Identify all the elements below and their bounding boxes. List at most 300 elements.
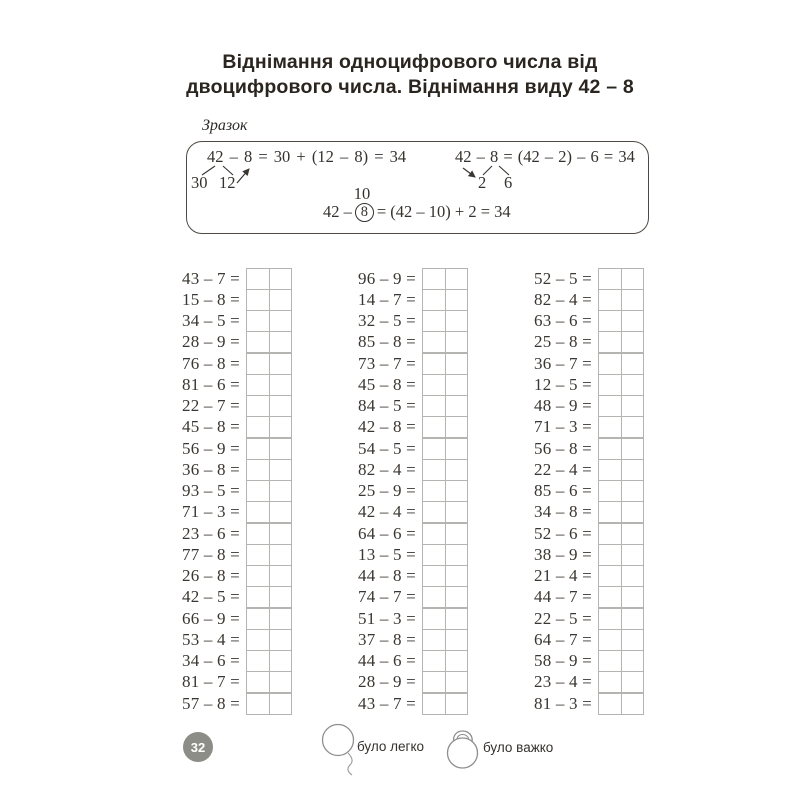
answer-box[interactable] xyxy=(598,374,644,396)
answer-box[interactable] xyxy=(422,565,468,587)
answer-cell-tens[interactable] xyxy=(423,694,446,714)
problem-expression: 32 – 5 = xyxy=(358,311,416,331)
answer-cell-tens[interactable] xyxy=(599,672,622,692)
answer-box[interactable] xyxy=(422,395,468,417)
answer-box[interactable] xyxy=(422,501,468,523)
answer-cell-ones[interactable] xyxy=(270,354,292,374)
answer-box[interactable] xyxy=(246,268,292,290)
answer-box[interactable] xyxy=(598,438,644,460)
problem-row xyxy=(358,566,518,587)
answer-cell-tens[interactable] xyxy=(599,651,622,671)
answer-box[interactable] xyxy=(422,480,468,502)
problem-expression: 53 – 4 = xyxy=(182,629,240,649)
answer-cell-tens[interactable] xyxy=(247,545,270,565)
problem-expression: 81 – 6 = xyxy=(182,374,240,394)
problem-row xyxy=(534,566,694,587)
answer-box[interactable] xyxy=(422,544,468,566)
problem-row xyxy=(534,332,694,353)
answer-box[interactable] xyxy=(598,480,644,502)
problem-row xyxy=(182,629,342,650)
answer-cell-ones[interactable] xyxy=(622,545,644,565)
answer-box[interactable] xyxy=(246,544,292,566)
answer-box[interactable] xyxy=(422,523,468,545)
answer-box[interactable] xyxy=(246,501,292,523)
answer-cell-tens[interactable] xyxy=(247,290,270,310)
answer-cell-tens[interactable] xyxy=(247,651,270,671)
answer-box[interactable] xyxy=(598,331,644,353)
problem-row xyxy=(534,672,694,693)
answer-box[interactable] xyxy=(598,353,644,375)
hard-label[interactable]: було важко xyxy=(483,740,554,755)
answer-cell-ones[interactable] xyxy=(446,481,468,501)
problem-expression: 93 – 5 = xyxy=(182,481,240,501)
problem-expression: 36 – 8 = xyxy=(182,459,240,479)
answer-box[interactable] xyxy=(598,544,644,566)
answer-cell-ones[interactable] xyxy=(622,651,644,671)
problem-expression: 71 – 3 = xyxy=(182,502,240,522)
problem-expression: 76 – 8 = xyxy=(182,353,240,373)
answer-box[interactable] xyxy=(246,353,292,375)
answer-cell-tens[interactable] xyxy=(423,651,446,671)
answer-cell-tens[interactable] xyxy=(247,396,270,416)
answer-cell-tens[interactable] xyxy=(599,694,622,714)
problem-expression: 43 – 7 = xyxy=(182,268,240,288)
answer-cell-ones[interactable] xyxy=(622,332,644,352)
answer-cell-tens[interactable] xyxy=(247,609,270,629)
problem-expression: 54 – 5 = xyxy=(358,438,416,458)
answer-cell-tens[interactable] xyxy=(599,460,622,480)
answer-cell-tens[interactable] xyxy=(423,354,446,374)
answer-cell-tens[interactable] xyxy=(247,439,270,459)
answer-box[interactable] xyxy=(246,416,292,438)
problem-row xyxy=(534,693,694,714)
problem-expression: 73 – 7 = xyxy=(358,353,416,373)
answer-cell-tens[interactable] xyxy=(599,587,622,607)
answer-box[interactable] xyxy=(598,650,644,672)
answer-box[interactable] xyxy=(598,501,644,523)
answer-cell-tens[interactable] xyxy=(247,354,270,374)
problem-expression: 43 – 7 = xyxy=(358,693,416,713)
problem-row xyxy=(534,353,694,374)
answer-box[interactable] xyxy=(246,608,292,630)
problem-row xyxy=(534,587,694,608)
answer-cell-ones[interactable] xyxy=(446,290,468,310)
answer-cell-ones[interactable] xyxy=(622,354,644,374)
answer-cell-tens[interactable] xyxy=(423,566,446,586)
answer-cell-ones[interactable] xyxy=(622,269,644,289)
problem-row xyxy=(358,289,518,310)
answer-box[interactable] xyxy=(598,459,644,481)
answer-cell-ones[interactable] xyxy=(446,354,468,374)
answer-cell-ones[interactable] xyxy=(446,269,468,289)
answer-cell-tens[interactable] xyxy=(599,311,622,331)
answer-box[interactable] xyxy=(246,629,292,651)
problem-row xyxy=(534,268,694,289)
answer-cell-ones[interactable] xyxy=(446,587,468,607)
problem-row xyxy=(358,481,518,502)
answer-cell-tens[interactable] xyxy=(423,332,446,352)
problem-row xyxy=(534,438,694,459)
answer-cell-tens[interactable] xyxy=(423,524,446,544)
problem-expression: 21 – 4 = xyxy=(534,566,592,586)
answer-cell-ones[interactable] xyxy=(270,417,292,437)
problem-expression: 44 – 6 = xyxy=(358,651,416,671)
answer-box[interactable] xyxy=(246,650,292,672)
kettlebell-icon[interactable] xyxy=(443,722,483,772)
answer-cell-ones[interactable] xyxy=(446,630,468,650)
answer-box[interactable] xyxy=(598,523,644,545)
answer-cell-ones[interactable] xyxy=(622,566,644,586)
problem-row xyxy=(534,502,694,523)
answer-cell-ones[interactable] xyxy=(622,417,644,437)
answer-cell-ones[interactable] xyxy=(270,587,292,607)
answer-cell-tens[interactable] xyxy=(599,566,622,586)
answer-box[interactable] xyxy=(598,395,644,417)
problem-expression: 44 – 8 = xyxy=(358,566,416,586)
problem-expression: 48 – 9 = xyxy=(534,396,592,416)
problem-row xyxy=(534,523,694,544)
answer-cell-ones[interactable] xyxy=(446,396,468,416)
problem-row xyxy=(358,651,518,672)
answer-cell-tens[interactable] xyxy=(247,460,270,480)
problem-row xyxy=(182,374,342,395)
problem-expression: 81 – 3 = xyxy=(534,693,592,713)
problems-column-3 xyxy=(534,268,694,714)
answer-box[interactable] xyxy=(598,268,644,290)
page-title xyxy=(80,50,740,99)
easy-label[interactable]: було легко xyxy=(357,739,425,754)
answer-cell-tens[interactable] xyxy=(423,545,446,565)
problem-row xyxy=(182,608,342,629)
problem-expression: 28 – 9 = xyxy=(182,332,240,352)
problem-expression: 25 – 8 = xyxy=(534,332,592,352)
answer-box[interactable] xyxy=(422,693,468,715)
example-left-part-ones: 12 xyxy=(219,173,236,192)
answer-cell-ones[interactable] xyxy=(446,439,468,459)
problem-expression: 15 – 8 = xyxy=(182,289,240,309)
answer-box[interactable] xyxy=(246,374,292,396)
answer-cell-tens[interactable] xyxy=(599,354,622,374)
answer-box[interactable] xyxy=(246,565,292,587)
problem-expression: 22 – 5 = xyxy=(534,608,592,628)
answer-cell-ones[interactable] xyxy=(270,502,292,522)
answer-box[interactable] xyxy=(598,693,644,715)
answer-cell-tens[interactable] xyxy=(423,672,446,692)
problem-row xyxy=(182,332,342,353)
problem-expression: 84 – 5 = xyxy=(358,396,416,416)
answer-cell-ones[interactable] xyxy=(622,587,644,607)
answer-cell-tens[interactable] xyxy=(423,609,446,629)
problem-expression: 85 – 8 = xyxy=(358,332,416,352)
answer-cell-ones[interactable] xyxy=(270,269,292,289)
answer-box[interactable] xyxy=(422,331,468,353)
problem-row xyxy=(358,587,518,608)
answer-box[interactable] xyxy=(422,416,468,438)
answer-cell-ones[interactable] xyxy=(270,481,292,501)
answer-box[interactable] xyxy=(422,586,468,608)
answer-cell-tens[interactable] xyxy=(423,460,446,480)
problem-expression: 63 – 6 = xyxy=(534,311,592,331)
answer-cell-tens[interactable] xyxy=(599,269,622,289)
answer-box[interactable] xyxy=(246,671,292,693)
answer-cell-tens[interactable] xyxy=(247,502,270,522)
page-title-line1: Віднімання одноцифрового числа від xyxy=(222,51,598,73)
answer-cell-tens[interactable] xyxy=(423,290,446,310)
answer-box[interactable] xyxy=(246,331,292,353)
answer-cell-tens[interactable] xyxy=(423,439,446,459)
answer-cell-tens[interactable] xyxy=(423,417,446,437)
problem-expression: 28 – 9 = xyxy=(358,672,416,692)
problem-row xyxy=(182,289,342,310)
answer-cell-tens[interactable] xyxy=(599,396,622,416)
answer-cell-tens[interactable] xyxy=(423,630,446,650)
answer-box[interactable] xyxy=(246,693,292,715)
problem-row xyxy=(534,651,694,672)
problem-row xyxy=(358,672,518,693)
answer-box[interactable] xyxy=(598,565,644,587)
answer-box[interactable] xyxy=(246,480,292,502)
answer-cell-tens[interactable] xyxy=(423,375,446,395)
answer-cell-tens[interactable] xyxy=(599,630,622,650)
answer-box[interactable] xyxy=(598,586,644,608)
problem-row xyxy=(182,459,342,480)
problem-expression: 52 – 6 = xyxy=(534,523,592,543)
problem-expression: 64 – 6 = xyxy=(358,523,416,543)
answer-cell-ones[interactable] xyxy=(270,375,292,395)
answer-box[interactable] xyxy=(422,671,468,693)
answer-cell-tens[interactable] xyxy=(247,269,270,289)
answer-cell-tens[interactable] xyxy=(423,269,446,289)
answer-box[interactable] xyxy=(422,268,468,290)
answer-box[interactable] xyxy=(598,608,644,630)
answer-cell-tens[interactable] xyxy=(247,311,270,331)
answer-cell-ones[interactable] xyxy=(446,694,468,714)
problem-expression: 42 – 8 = xyxy=(358,417,416,437)
answer-cell-ones[interactable] xyxy=(446,460,468,480)
problem-expression: 96 – 9 = xyxy=(358,268,416,288)
answer-cell-ones[interactable] xyxy=(622,290,644,310)
problem-row xyxy=(182,481,342,502)
problems-column-1 xyxy=(182,268,342,714)
problem-row xyxy=(358,332,518,353)
answer-cell-tens[interactable] xyxy=(423,481,446,501)
answer-box[interactable] xyxy=(422,438,468,460)
answer-box[interactable] xyxy=(246,289,292,311)
problem-expression: 44 – 7 = xyxy=(534,587,592,607)
problem-row xyxy=(534,311,694,332)
problem-expression: 57 – 8 = xyxy=(182,693,240,713)
problem-expression: 82 – 4 = xyxy=(358,459,416,479)
problem-row xyxy=(182,311,342,332)
problem-row xyxy=(358,629,518,650)
answer-cell-ones[interactable] xyxy=(446,524,468,544)
answer-cell-tens[interactable] xyxy=(599,439,622,459)
answer-cell-ones[interactable] xyxy=(622,439,644,459)
answer-box[interactable] xyxy=(598,671,644,693)
answer-cell-ones[interactable] xyxy=(270,332,292,352)
answer-cell-tens[interactable] xyxy=(247,587,270,607)
problem-row xyxy=(534,629,694,650)
answer-cell-ones[interactable] xyxy=(270,672,292,692)
answer-cell-ones[interactable] xyxy=(622,672,644,692)
answer-box[interactable] xyxy=(246,523,292,545)
answer-cell-ones[interactable] xyxy=(446,651,468,671)
answer-cell-ones[interactable] xyxy=(270,651,292,671)
problem-row xyxy=(534,608,694,629)
answer-box[interactable] xyxy=(598,310,644,332)
problem-expression: 56 – 9 = xyxy=(182,438,240,458)
answer-cell-ones[interactable] xyxy=(270,566,292,586)
problem-expression: 71 – 3 = xyxy=(534,417,592,437)
problem-row xyxy=(534,417,694,438)
example-right-expression: 42 – 8 = (42 – 2) – 6 = 34 xyxy=(455,147,635,166)
answer-cell-tens[interactable] xyxy=(247,375,270,395)
answer-cell-tens[interactable] xyxy=(599,609,622,629)
problem-row xyxy=(358,268,518,289)
problem-row xyxy=(358,502,518,523)
problem-row xyxy=(358,544,518,565)
answer-cell-ones[interactable] xyxy=(270,545,292,565)
problem-row xyxy=(182,587,342,608)
answer-cell-ones[interactable] xyxy=(270,694,292,714)
answer-box[interactable] xyxy=(246,459,292,481)
answer-cell-tens[interactable] xyxy=(423,502,446,522)
problem-expression: 34 – 6 = xyxy=(182,651,240,671)
problem-expression: 45 – 8 = xyxy=(182,417,240,437)
answer-cell-tens[interactable] xyxy=(423,396,446,416)
problem-row xyxy=(534,289,694,310)
answer-cell-tens[interactable] xyxy=(599,524,622,544)
answer-box[interactable] xyxy=(422,650,468,672)
problem-row xyxy=(182,396,342,417)
problem-row xyxy=(182,672,342,693)
problem-expression: 38 – 9 = xyxy=(534,544,592,564)
problem-expression: 51 – 3 = xyxy=(358,608,416,628)
example-box xyxy=(186,141,649,234)
answer-cell-tens[interactable] xyxy=(247,332,270,352)
problem-row xyxy=(182,417,342,438)
answer-cell-tens[interactable] xyxy=(599,481,622,501)
answer-cell-ones[interactable] xyxy=(446,545,468,565)
problem-row xyxy=(358,417,518,438)
answer-cell-ones[interactable] xyxy=(622,396,644,416)
answer-cell-tens[interactable] xyxy=(247,417,270,437)
answer-cell-ones[interactable] xyxy=(446,311,468,331)
answer-box[interactable] xyxy=(422,310,468,332)
page-number-badge: 32 xyxy=(183,732,213,762)
answer-cell-ones[interactable] xyxy=(270,290,292,310)
answer-cell-ones[interactable] xyxy=(446,332,468,352)
answer-cell-tens[interactable] xyxy=(423,311,446,331)
answer-cell-tens[interactable] xyxy=(247,694,270,714)
answer-box[interactable] xyxy=(422,289,468,311)
problem-expression: 37 – 8 = xyxy=(358,629,416,649)
answer-cell-tens[interactable] xyxy=(599,545,622,565)
answer-box[interactable] xyxy=(246,438,292,460)
problem-row xyxy=(182,651,342,672)
answer-box[interactable] xyxy=(422,459,468,481)
answer-cell-tens[interactable] xyxy=(423,587,446,607)
answer-box[interactable] xyxy=(598,416,644,438)
answer-box[interactable] xyxy=(598,629,644,651)
answer-box[interactable] xyxy=(246,310,292,332)
answer-box[interactable] xyxy=(598,289,644,311)
answer-cell-ones[interactable] xyxy=(622,609,644,629)
answer-box[interactable] xyxy=(422,629,468,651)
answer-cell-ones[interactable] xyxy=(622,375,644,395)
problem-expression: 56 – 8 = xyxy=(534,438,592,458)
answer-cell-tens[interactable] xyxy=(247,524,270,544)
example-right-part2: 6 xyxy=(504,173,513,192)
answer-box[interactable] xyxy=(246,586,292,608)
problem-expression: 26 – 8 = xyxy=(182,566,240,586)
problem-row xyxy=(182,544,342,565)
answer-box[interactable] xyxy=(422,374,468,396)
answer-cell-tens[interactable] xyxy=(599,332,622,352)
answer-cell-tens[interactable] xyxy=(247,630,270,650)
answer-box[interactable] xyxy=(246,395,292,417)
answer-cell-ones[interactable] xyxy=(446,375,468,395)
problem-row xyxy=(182,693,342,714)
answer-cell-tens[interactable] xyxy=(599,375,622,395)
answer-cell-tens[interactable] xyxy=(247,481,270,501)
answer-cell-ones[interactable] xyxy=(622,481,644,501)
problem-row xyxy=(182,502,342,523)
answer-cell-ones[interactable] xyxy=(622,311,644,331)
problem-expression: 12 – 5 = xyxy=(534,374,592,394)
problem-row xyxy=(358,459,518,480)
answer-cell-ones[interactable] xyxy=(622,460,644,480)
answer-cell-ones[interactable] xyxy=(622,630,644,650)
answer-cell-tens[interactable] xyxy=(599,290,622,310)
answer-cell-tens[interactable] xyxy=(247,566,270,586)
answer-cell-tens[interactable] xyxy=(599,502,622,522)
answer-cell-ones[interactable] xyxy=(270,630,292,650)
problem-expression: 22 – 7 = xyxy=(182,396,240,416)
answer-cell-ones[interactable] xyxy=(446,609,468,629)
answer-cell-ones[interactable] xyxy=(270,439,292,459)
problem-row xyxy=(182,566,342,587)
problem-expression: 23 – 6 = xyxy=(182,523,240,543)
problem-expression: 66 – 9 = xyxy=(182,608,240,628)
answer-cell-ones[interactable] xyxy=(446,672,468,692)
answer-cell-ones[interactable] xyxy=(270,524,292,544)
answer-cell-ones[interactable] xyxy=(446,417,468,437)
answer-cell-ones[interactable] xyxy=(270,311,292,331)
problem-expression: 23 – 4 = xyxy=(534,672,592,692)
answer-cell-tens[interactable] xyxy=(247,672,270,692)
answer-cell-ones[interactable] xyxy=(446,566,468,586)
answer-box[interactable] xyxy=(422,608,468,630)
problem-row xyxy=(182,523,342,544)
answer-cell-ones[interactable] xyxy=(446,502,468,522)
problem-expression: 34 – 8 = xyxy=(534,502,592,522)
answer-box[interactable] xyxy=(422,353,468,375)
balloon-icon[interactable] xyxy=(320,722,358,778)
answer-cell-ones[interactable] xyxy=(270,396,292,416)
problem-row xyxy=(358,608,518,629)
answer-cell-ones[interactable] xyxy=(622,502,644,522)
problem-row xyxy=(182,268,342,289)
answer-cell-ones[interactable] xyxy=(270,460,292,480)
problem-row xyxy=(534,459,694,480)
problem-row xyxy=(534,374,694,395)
answer-cell-tens[interactable] xyxy=(599,417,622,437)
answer-cell-ones[interactable] xyxy=(622,524,644,544)
answer-cell-ones[interactable] xyxy=(270,609,292,629)
problem-row xyxy=(534,396,694,417)
answer-cell-ones[interactable] xyxy=(622,694,644,714)
